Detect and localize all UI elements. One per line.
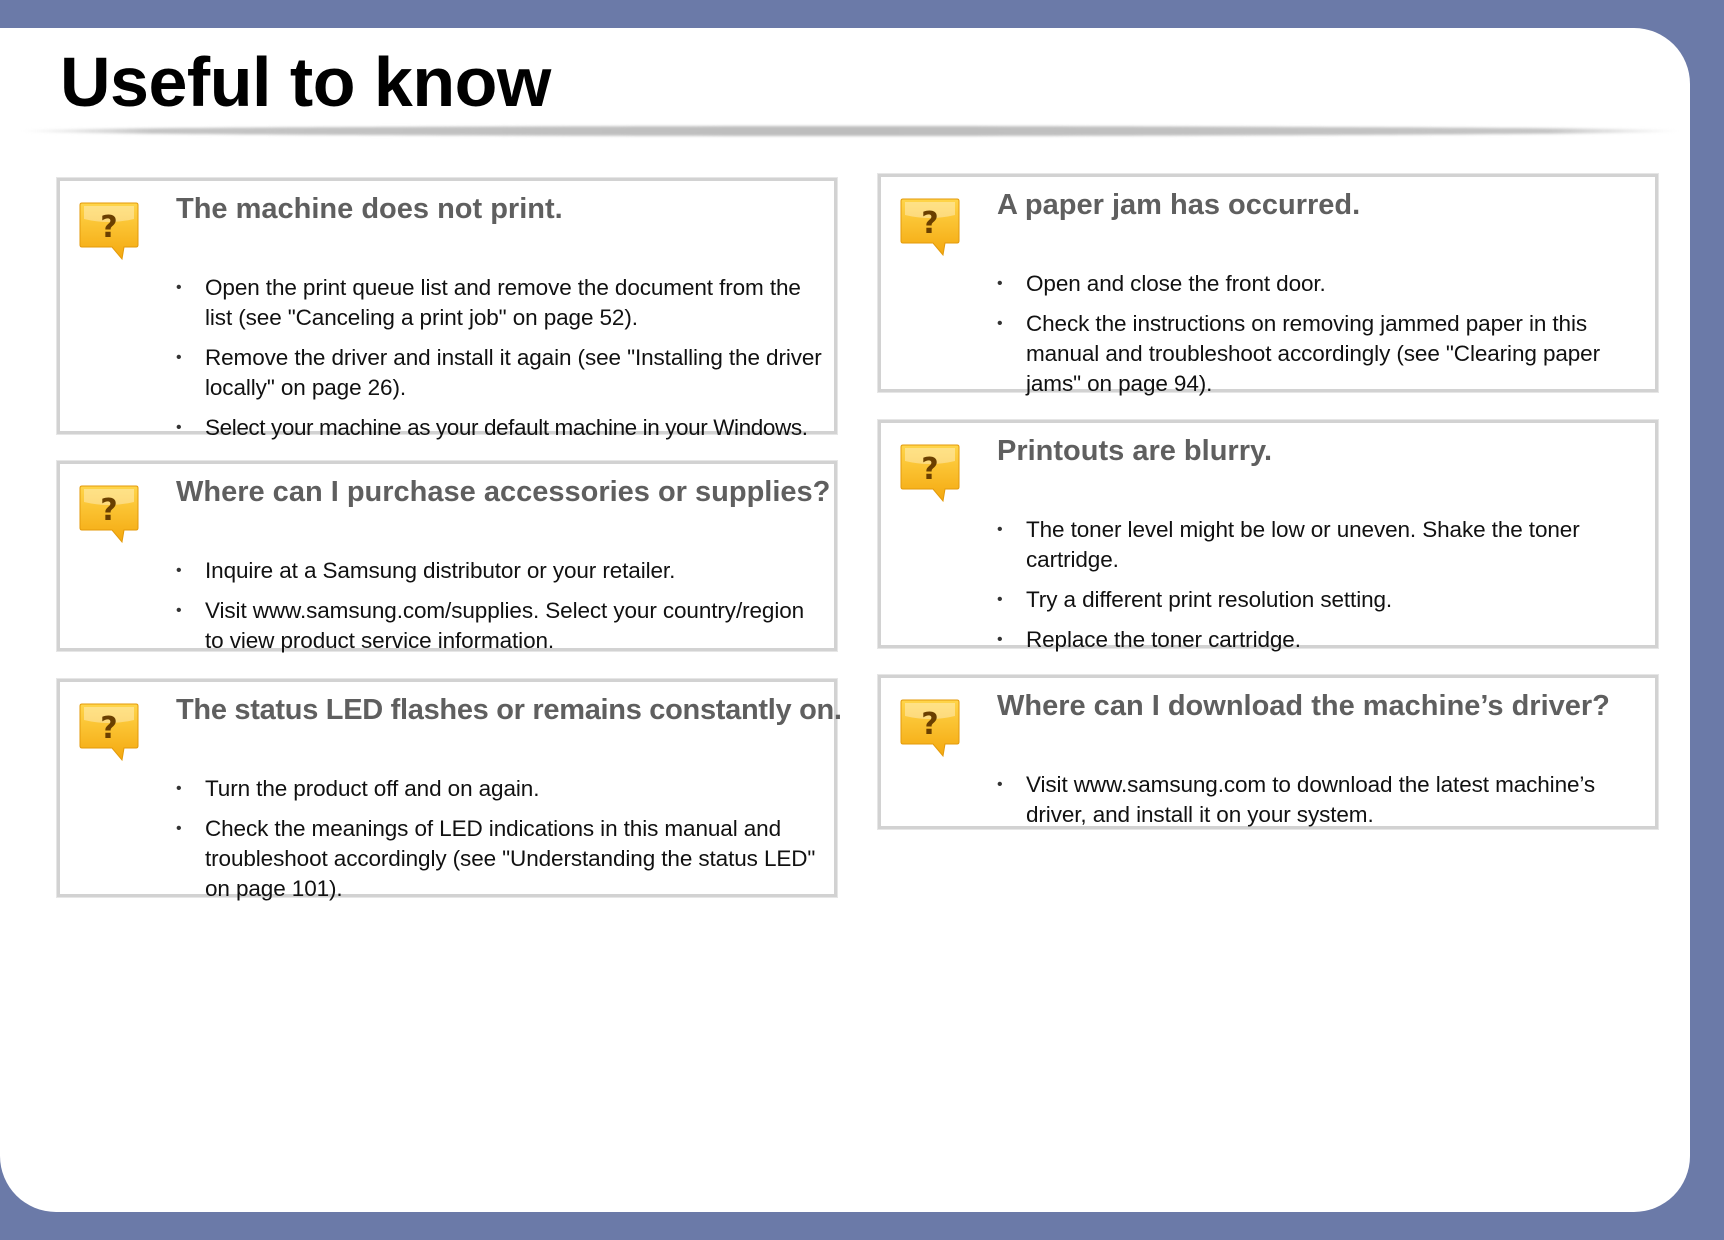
faq-box-paper-jam (878, 174, 1658, 396)
list-item: • The toner level might be low or uneven. Shake the toner cartridge. (997, 515, 1643, 575)
list-item: • Remove the driver and install it again (see "Installing the driver locally" on page 26). (176, 343, 822, 403)
faq-heading: Where can I download the machine’s driver? (997, 690, 1610, 722)
list-item: • Check the meanings of LED indications in this manual and troubleshoot accordingly (see "Understanding the status LED" on page 101). (176, 814, 822, 904)
list-item: • Replace the toner cartridge. (997, 625, 1643, 655)
list-item: • Select your machine as your default machine in your Windows. (176, 413, 822, 443)
list-item: • Open the print queue list and remove the document from the list (see "Canceling a print job" on page 52). (176, 273, 822, 333)
faq-box-purchase-supplies (57, 461, 837, 651)
list-item: • Check the instructions on removing jammed paper in this manual and troubleshoot accordingly (see "Clearing paper jams" on page 94). (997, 309, 1643, 399)
title-divider (20, 126, 1680, 136)
faq-list (997, 515, 1643, 665)
faq-heading: A paper jam has occurred. (997, 189, 1361, 221)
list-item: • Open and close the front door. (997, 269, 1643, 299)
question-icon (78, 700, 140, 762)
question-icon (899, 195, 961, 257)
list-item: • Visit www.samsung.com/supplies. Select your country/region to view product service information. (176, 596, 822, 656)
faq-list (997, 269, 1643, 409)
faq-box-blurry-printouts (878, 420, 1658, 652)
faq-heading: Printouts are blurry. (997, 435, 1273, 467)
page-title: Useful to know (60, 43, 551, 121)
faq-heading: The machine does not print. (176, 193, 563, 225)
question-icon (78, 482, 140, 544)
faq-box-machine-not-print (57, 178, 837, 440)
faq-list (176, 273, 822, 453)
question-icon (899, 441, 961, 503)
question-icon (78, 199, 140, 261)
faq-heading: The status LED flashes or remains constantly on. (176, 694, 842, 726)
list-item: • Try a different print resolution setting. (997, 585, 1643, 615)
question-icon (899, 696, 961, 758)
list-item: • Turn the product off and on again. (176, 774, 822, 804)
faq-list (176, 774, 822, 914)
faq-box-status-led (57, 679, 842, 901)
faq-box-download-driver (878, 675, 1658, 829)
faq-list (997, 770, 1643, 840)
list-item: • Visit www.samsung.com to download the latest machine’s driver, and install it on your system. (997, 770, 1643, 830)
faq-heading: Where can I purchase accessories or supplies? (176, 476, 831, 508)
page (0, 28, 1690, 1212)
list-item: • Inquire at a Samsung distributor or your retailer. (176, 556, 822, 586)
faq-list (176, 556, 822, 666)
